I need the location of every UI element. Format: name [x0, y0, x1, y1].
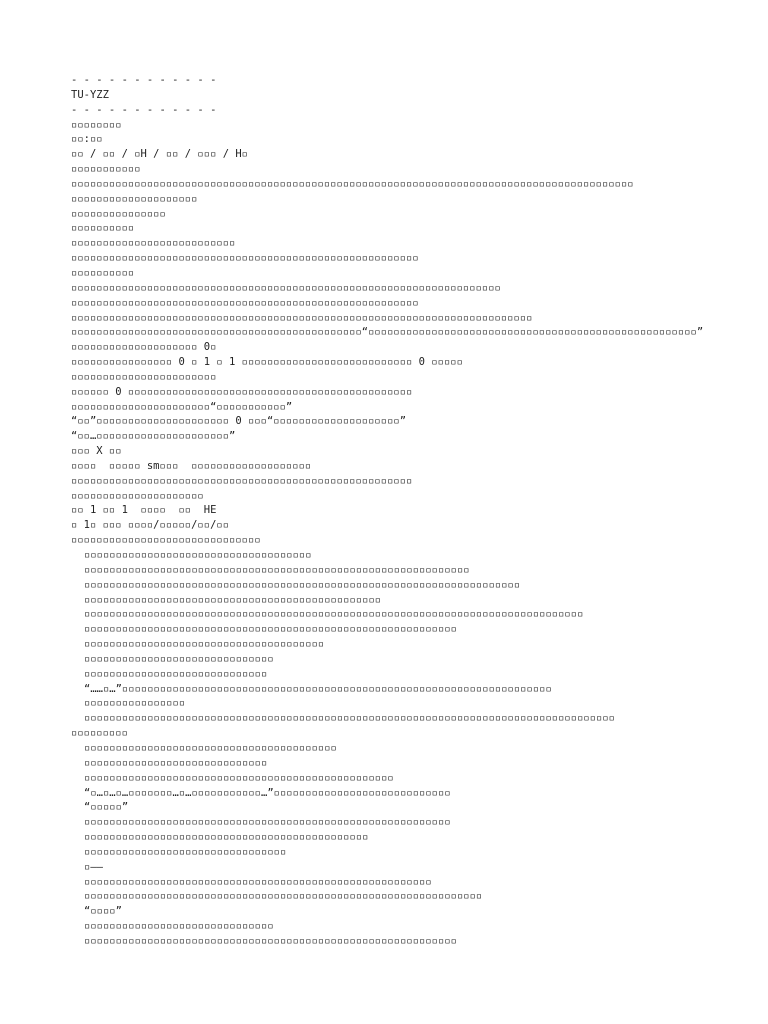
text-line: ▫▫▫▫▫▫▫▫▫▫▫▫▫▫▫▫▫▫▫▫▫▫▫▫▫▫▫▫▫▫▫▫▫▫▫▫▫▫▫▫▫▫▫▫▫▫▫▫▫▫▫▫▫▫▫	[71, 296, 419, 309]
text-line: ▫▫▫▫▫▫▫▫▫▫▫▫▫▫▫▫▫▫▫▫▫▫▫▫▫▫▫▫▫▫▫▫▫▫▫▫▫▫▫▫▫▫▫▫▫▫▫▫▫▫▫▫▫▫▫▫▫▫▫	[84, 623, 457, 636]
text-line: ▫▫▫▫ ▫▫▫▫▫ sm▫▫▫ ▫▫▫▫▫▫▫▫▫▫▫▫▫▫▫▫▫▫▫	[71, 459, 312, 472]
text-line: ▫▫▫▫▫▫▫▫▫▫▫▫▫▫▫▫▫▫▫▫▫▫▫▫▫▫▫▫▫▫▫▫▫▫▫▫▫▫▫▫▫▫▫▫▫▫▫▫▫	[84, 771, 394, 784]
text-line: “▫▫…▫▫▫▫▫▫▫▫▫▫▫▫▫▫▫▫▫▫▫▫▫”	[71, 430, 236, 443]
text-line: ▫▫▫▫▫▫▫▫▫▫▫▫▫▫▫▫▫▫▫▫▫▫▫▫▫▫▫▫▫▫▫▫▫▫▫▫▫▫	[84, 638, 325, 651]
text-line: ▫▫▫▫▫▫▫▫▫▫	[71, 222, 135, 235]
text-line: ▫▫▫▫▫▫▫▫▫▫▫▫▫▫▫▫▫▫▫▫▫▫▫▫▫▫▫▫▫▫▫▫▫▫▫▫▫▫▫▫▫▫▫▫▫▫▫▫▫▫▫▫▫▫▫▫▫▫	[84, 816, 451, 829]
text-line: ▫▫▫▫▫▫▫▫▫▫▫▫▫▫▫▫▫▫▫▫▫▫▫▫▫▫▫▫▫▫▫▫	[84, 845, 287, 858]
text-line: ▫▫▫ X ▫▫	[71, 445, 122, 458]
text-line: ▫▫▫▫▫▫▫▫▫▫▫	[71, 163, 141, 176]
text-line: ▫▫▫▫▫▫▫▫▫▫▫▫▫▫▫▫▫▫▫▫▫▫▫▫▫▫▫▫▫▫▫▫▫▫▫▫▫▫▫▫▫▫▫▫▫▫▫▫▫▫▫▫▫▫▫▫▫▫▫▫▫▫▫▫▫▫▫▫▫▫▫▫▫▫▫▫▫▫▫	[84, 608, 584, 621]
text-line: ▫▫▫▫▫▫▫▫▫▫▫▫▫▫▫▫▫▫▫▫▫▫“▫▫▫▫▫▫▫▫▫▫▫”	[71, 400, 293, 413]
text-line: “……▫…”▫▫▫▫▫▫▫▫▫▫▫▫▫▫▫▫▫▫▫▫▫▫▫▫▫▫▫▫▫▫▫▫▫▫▫▫▫▫▫▫▫▫▫▫▫▫▫▫▫▫▫▫▫▫▫▫▫▫▫▫▫▫▫▫▫▫▫▫	[84, 682, 552, 695]
document-title: TU-YZZ	[71, 88, 109, 101]
text-line: ▫ 1▫ ▫▫▫ ▫▫▫▫/▫▫▫▫▫/▫▫/▫▫	[71, 519, 230, 532]
text-line: ▫▫▫▫▫▫▫▫▫▫▫▫▫▫▫▫▫▫▫▫▫▫▫▫▫▫▫▫▫▫▫▫▫▫▫▫▫▫▫▫▫▫▫▫▫▫▫	[84, 593, 382, 606]
text-line: ▫▫▫▫▫▫▫▫▫▫▫▫▫▫▫▫▫▫▫▫▫▫▫▫▫▫▫▫▫▫	[71, 534, 261, 547]
text-line: ▫▫▫▫▫▫▫▫▫▫	[71, 266, 135, 279]
text-line: ▫▫ 1 ▫▫ 1 ▫▫▫▫ ▫▫ HE	[71, 504, 217, 517]
text-line: ▫▫▫▫▫▫▫▫▫▫▫▫▫▫▫▫▫▫▫▫▫▫▫▫▫▫▫▫▫▫	[84, 652, 274, 665]
text-line: - - - - - - - - - - - -	[71, 74, 217, 86]
text-line: ▫▫▫▫▫▫▫▫▫▫▫▫▫▫▫▫▫▫▫▫▫▫▫▫▫▫▫▫▫▫▫▫▫▫▫▫▫▫▫▫	[84, 741, 337, 754]
text-line: “▫…▫…▫…▫▫▫▫▫▫▫…▫…▫▫▫▫▫▫▫▫▫▫▫…”▫▫▫▫▫▫▫▫▫▫▫▫▫▫▫▫▫▫▫▫▫▫▫▫▫▫▫▫	[84, 786, 451, 799]
text-line: ▫▫▫▫▫▫▫▫▫▫▫▫▫▫▫▫▫▫▫▫▫▫▫▫▫▫▫▫▫▫▫▫▫▫▫▫▫▫▫▫▫▫▫▫▫▫“▫▫▫▫▫▫▫▫▫▫▫▫▫▫▫▫▫▫▫▫▫▫▫▫▫▫▫▫▫▫▫▫▫▫▫▫▫▫▫▫▫▫▫▫▫▫▫▫▫▫▫▫”	[71, 326, 704, 339]
text-line: ▫▫▫▫▫▫▫▫▫▫▫▫▫▫▫▫▫▫▫▫▫▫▫▫▫▫▫▫▫▫▫▫▫▫▫▫▫▫▫▫▫▫▫▫▫	[84, 831, 369, 844]
text-line: ▫▫▫▫▫▫▫▫▫▫▫▫▫▫▫▫▫▫▫▫▫	[71, 489, 204, 502]
text-line: ▫▫▫▫▫▫▫▫▫▫▫▫▫▫▫▫▫▫▫▫▫▫▫▫▫▫▫▫▫▫▫▫▫▫▫▫▫▫▫▫▫▫▫▫▫▫▫▫▫▫▫▫▫▫▫▫▫▫▫	[84, 934, 457, 947]
text-line: ▫▫▫▫▫▫▫▫	[71, 118, 122, 131]
text-line: ▫▫▫▫▫▫▫▫▫▫▫▫▫▫▫▫▫▫▫▫▫▫▫▫▫▫▫▫▫	[84, 667, 268, 680]
text-line: - - - - - - - - - - - -	[71, 103, 217, 116]
text-line: ▫▫▫▫▫▫▫▫▫▫▫▫▫▫▫▫ 0 ▫ 1 ▫ 1 ▫▫▫▫▫▫▫▫▫▫▫▫▫▫▫▫▫▫▫▫▫▫▫▫▫▫▫ 0 ▫▫▫▫▫	[71, 356, 463, 369]
text-line: “▫▫”▫▫▫▫▫▫▫▫▫▫▫▫▫▫▫▫▫▫▫▫▫ 0 ▫▫▫“▫▫▫▫▫▫▫▫▫▫▫▫▫▫▫▫▫▫▫▫”	[71, 415, 407, 428]
text-line: ▫▫▫▫▫▫▫▫▫▫▫▫▫▫▫▫▫▫▫▫▫▫▫▫▫▫▫▫▫▫▫▫▫▫▫▫▫▫▫▫▫▫▫▫▫▫▫▫▫▫▫▫▫▫▫	[71, 252, 419, 265]
text-line: ▫▫▫▫▫▫▫▫▫▫▫▫▫▫▫▫▫▫▫▫▫▫▫▫▫▫▫▫▫▫▫▫▫▫▫▫▫▫▫▫▫▫▫▫▫▫▫▫▫▫▫▫▫▫▫▫▫▫▫▫▫	[84, 563, 470, 576]
text-line: ▫▫▫▫▫▫▫▫▫▫▫▫▫▫▫▫▫▫▫▫	[71, 192, 198, 205]
text-line: ▫▫▫▫▫▫▫▫▫▫▫▫▫▫▫	[71, 207, 166, 220]
text-line: “▫▫▫▫▫”	[84, 801, 129, 814]
text-line: ▫▫▫▫▫▫▫▫▫▫▫▫▫▫▫▫▫▫▫▫▫▫▫▫▫▫▫▫▫▫▫▫▫▫▫▫▫▫▫▫▫▫▫▫▫▫▫▫▫▫▫▫▫▫	[71, 474, 413, 487]
text-line: ▫▫▫▫▫▫▫▫▫▫▫▫▫▫▫▫▫▫▫▫▫▫▫▫▫▫▫▫▫▫▫▫▫▫▫▫▫▫▫▫▫▫▫▫▫▫▫▫▫▫▫▫▫▫▫▫▫▫▫▫▫▫▫▫▫▫▫▫▫	[84, 578, 521, 591]
text-line: ▫▫▫▫▫▫▫▫▫▫▫▫▫▫▫▫	[84, 697, 186, 710]
text-line: ▫▫ / ▫▫ / ▫H / ▫▫ / ▫▫▫ / H▫	[71, 148, 249, 161]
text-line: ▫▫▫▫▫▫▫▫▫▫▫▫▫▫▫▫▫▫▫▫ 0▫	[71, 341, 217, 354]
text-line: ▫▫▫▫▫▫▫▫▫▫▫▫▫▫▫▫▫▫▫▫▫▫▫▫▫▫▫▫▫▫▫▫▫▫▫▫▫▫▫▫▫▫▫▫▫▫▫▫▫▫▫▫▫▫▫▫▫▫▫▫▫▫▫▫▫▫▫▫	[71, 281, 501, 294]
text-line: ▫▫▫▫▫▫ 0 ▫▫▫▫▫▫▫▫▫▫▫▫▫▫▫▫▫▫▫▫▫▫▫▫▫▫▫▫▫▫▫▫▫▫▫▫▫▫▫▫▫▫▫▫▫	[71, 385, 413, 398]
text-line: ▫▫▫▫▫▫▫▫▫▫▫▫▫▫▫▫▫▫▫▫▫▫▫▫▫▫▫▫▫▫	[84, 920, 274, 933]
text-line: ▫▫▫▫▫▫▫▫▫▫▫▫▫▫▫▫▫▫▫▫▫▫▫▫▫▫▫▫▫▫▫▫▫▫▫▫▫▫▫▫▫▫▫▫▫▫▫▫▫▫▫▫▫▫▫▫▫▫▫▫▫▫▫▫▫▫▫▫▫▫▫▫▫	[71, 311, 533, 324]
text-line: ▫▫▫▫▫▫▫▫▫▫▫▫▫▫▫▫▫▫▫▫▫▫▫▫▫▫	[71, 237, 236, 250]
text-line: ▫▫▫▫▫▫▫▫▫▫▫▫▫▫▫▫▫▫▫▫▫▫▫▫▫▫▫▫▫▫▫▫▫▫▫▫▫▫▫▫▫▫▫▫▫▫▫▫▫▫▫▫▫▫▫▫▫▫▫▫▫▫▫▫▫▫▫▫▫▫▫▫▫▫▫▫▫▫▫▫▫▫▫▫▫▫▫▫▫	[71, 177, 634, 190]
text-line: ▫▫▫▫▫▫▫▫▫▫▫▫▫▫▫▫▫▫▫▫▫▫▫▫▫▫▫▫▫▫▫▫▫▫▫▫▫▫▫▫▫▫▫▫▫▫▫▫▫▫▫▫▫▫▫▫▫▫▫▫▫▫▫▫▫▫▫▫▫▫▫▫▫▫▫▫▫▫▫▫▫▫▫▫	[84, 712, 616, 725]
text-line: ▫▫▫▫▫▫▫▫▫▫▫▫▫▫▫▫▫▫▫▫▫▫▫▫▫▫▫▫▫▫▫▫▫▫▫▫▫▫▫▫▫▫▫▫▫▫▫▫▫▫▫▫▫▫▫	[84, 875, 432, 888]
text-line: ▫▫▫▫▫▫▫▫▫▫▫▫▫▫▫▫▫▫▫▫▫▫▫▫▫▫▫▫▫▫▫▫▫▫▫▫▫▫▫▫▫▫▫▫▫▫▫▫▫▫▫▫▫▫▫▫▫▫▫▫▫▫▫	[84, 890, 483, 903]
text-line: ▫▫▫▫▫▫▫▫▫	[71, 727, 128, 740]
text-line: ▫▫▫▫▫▫▫▫▫▫▫▫▫▫▫▫▫▫▫▫▫▫▫▫▫▫▫▫▫	[84, 756, 268, 769]
text-line: ▫▫:▫▫	[71, 133, 103, 146]
text-line: ▫▫▫▫▫▫▫▫▫▫▫▫▫▫▫▫▫▫▫▫▫▫▫	[71, 370, 217, 383]
text-line: “▫▫▫▫”	[84, 905, 122, 918]
text-line: ▫▫▫▫▫▫▫▫▫▫▫▫▫▫▫▫▫▫▫▫▫▫▫▫▫▫▫▫▫▫▫▫▫▫▫▫	[84, 549, 312, 561]
text-line: ▫——	[84, 860, 103, 873]
